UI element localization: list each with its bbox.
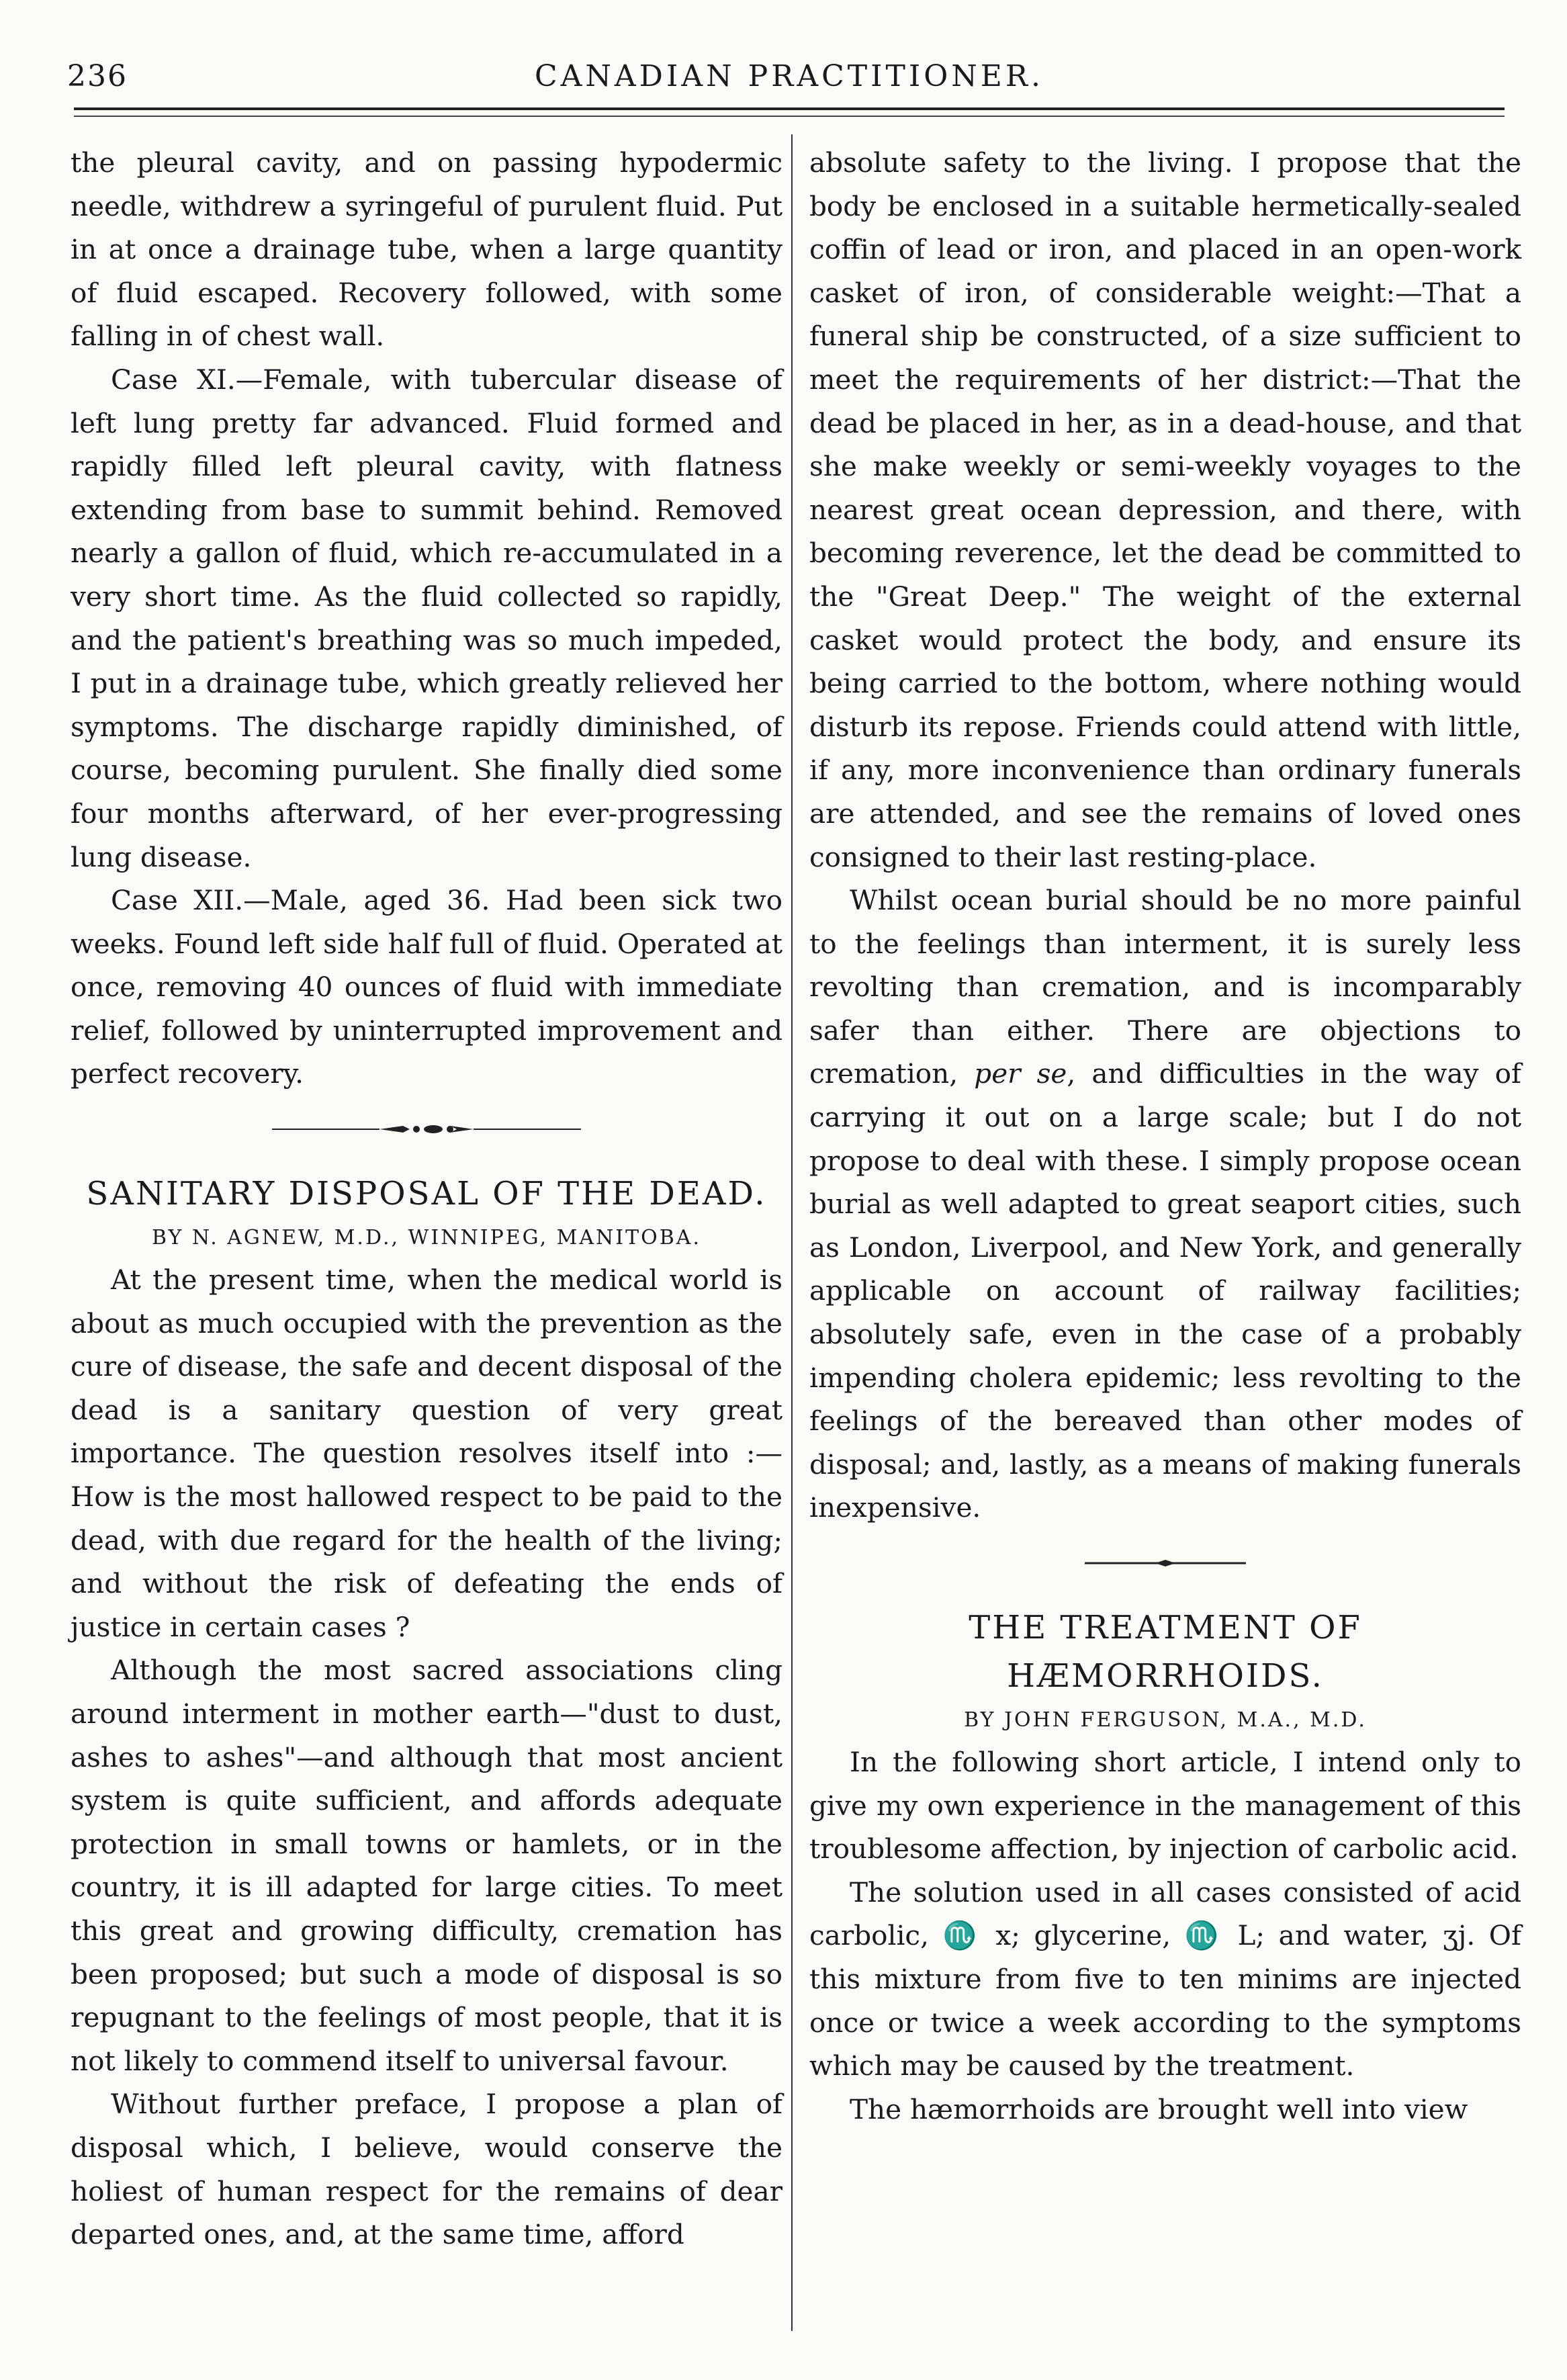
paragraph [809,879,1521,1530]
paragraph-continued: the pleural cavity, and on passing hypodermic needle, withdrew a syringeful of purulent fluid. Put in at once a drainage tube, when a large quantity of fluid escaped. Recovery followed, with some falling in of chest wall. [71,146,782,353]
section-title-haemorrhoids: THE TREATMENT OF HÆMORRHOIDS. [969,1609,1362,1695]
running-head: CANADIAN PRACTITIONER. [534,59,1044,93]
ornament-divider [71,1096,782,1163]
paragraph: Although the most sacred associations cling around interment in mother earth—"dust to dust, ashes to ashes"—and although that most ancient system is quite sufficient, and affords adequate protection in small towns or hamlets, or in the country, it is ill adapted for large cities. To meet this great and growing difficulty, cremation has been proposed; but such a mode of disposal is so repugnant to the feelings of most people, that it is not likely to commend itself to universal favour. [71,1654,782,2077]
ornament-divider [809,1530,1521,1597]
paragraph: The hæmorrhoids are brought well into view [850,2092,1468,2125]
paragraph: In the following short article, I intend only to give my own experience in the management of this troublesome affection, by injection of carbolic acid. [809,1746,1521,1865]
byline-ferguson: BY JOHN FERGUSON, M.A., M.D. [964,1708,1367,1732]
byline-agnew: BY N. AGNEW, M.D., WINNIPEG, MANITOBA. [152,1226,701,1250]
italic-text: per se [974,1057,1067,1090]
paragraph: Without further preface, I propose a plan of disposal which, I believe, would conserve the holiest of human respect for the remains of dear departed ones, and, at the same time, afford [71,2088,782,2251]
text-run: Whilst ocean burial should be no more painful to the feelings than interment, it is surely less revolting than cremation, and is incomparably safer than either. There are objections to cremation, [809,884,1521,1090]
paragraph-continued: absolute safety to the living. I propose that the body be enclosed in a suitable hermetically-sealed coffin of lead or iron, and placed in an open-work casket of iron, of considerable weight:—That a funeral ship be constructed, of a size sufficient to meet the requirements of her district:—That the dead be placed in her, as in a dead-house, and that she make weekly or semi-weekly voyages to the nearest great ocean depression, and there, with becoming reverence, let the dead be committed to the "Great Deep." The weight of the external casket would protect the body, and ensure its being carried to the bottom, where nothing would disturb its repose. Friends could attend with little, if any, more inconvenience than ordinary funerals are attended, and see the remains of loved ones consigned to their last resting-place. [809,146,1521,873]
paragraph-case-xii: Case XII.—Male, aged 36. Had been sick two weeks. Found left side half full of fluid. Operated at once, removing 40 ounces of fluid with immediate relief, followed by uninterrupted improvement and perfect recovery. [71,884,782,1090]
right-column [809,141,1521,2131]
paragraph: At the present time, when the medical world is about as much occupied with the prevention as the cure of disease, the safe and decent disposal of the dead is a sanitary question of very great importance. The question resolves itself into :—How is the most hallowed respect to be paid to the dead, with due regard for the health of the living; and without the risk of defeating the ends of justice in certain cases ? [71,1264,782,1643]
left-column [71,141,782,2256]
paragraph-case-xi: Case XI.—Female, with tubercular disease of left lung pretty far advanced. Fluid formed and rapidly filled left pleural cavity, with flatness extending from base to summit behind. Removed nearly a gallon of fluid, which re-accumulated in a very short time. As the fluid collected so rapidly, and the patient's breathing was so much impeded, I put in a drainage tube, which greatly relieved her symptoms. The discharge rapidly diminished, of course, becoming purulent. She finally died some four months afterward, of her ever-progressing lung disease. [71,363,782,873]
column-divider [791,134,793,2331]
page-number: 236 [67,59,128,93]
header-rule-thin [74,116,1505,117]
text-run: , and difficulties in the way of carrying it out on a large scale; but I do not propose to deal with these. I simply propose ocean burial as well adapted to great seaport cities, such as London, Liverpool, and New York, and generally applicable on account of railway facilities; absolutely safe, even in the case of a probably impending cholera epidemic; less revolting to the feelings of the bereaved than other modes of disposal; and, lastly, as a means of making funerals inexpensive. [809,1057,1521,1524]
header-rule [74,107,1505,110]
paragraph: The solution used in all cases consisted of acid carbolic, ♏ x; glycerine, ♏ L; and water, ʒj. Of this mixture from five to ten minims are injected once or twice a week according to the symptoms which may be caused by the treatment. [809,1876,1521,2082]
page-header [67,59,1511,99]
section-title-sanitary-disposal: SANITARY DISPOSAL OF THE DEAD. [86,1175,767,1213]
